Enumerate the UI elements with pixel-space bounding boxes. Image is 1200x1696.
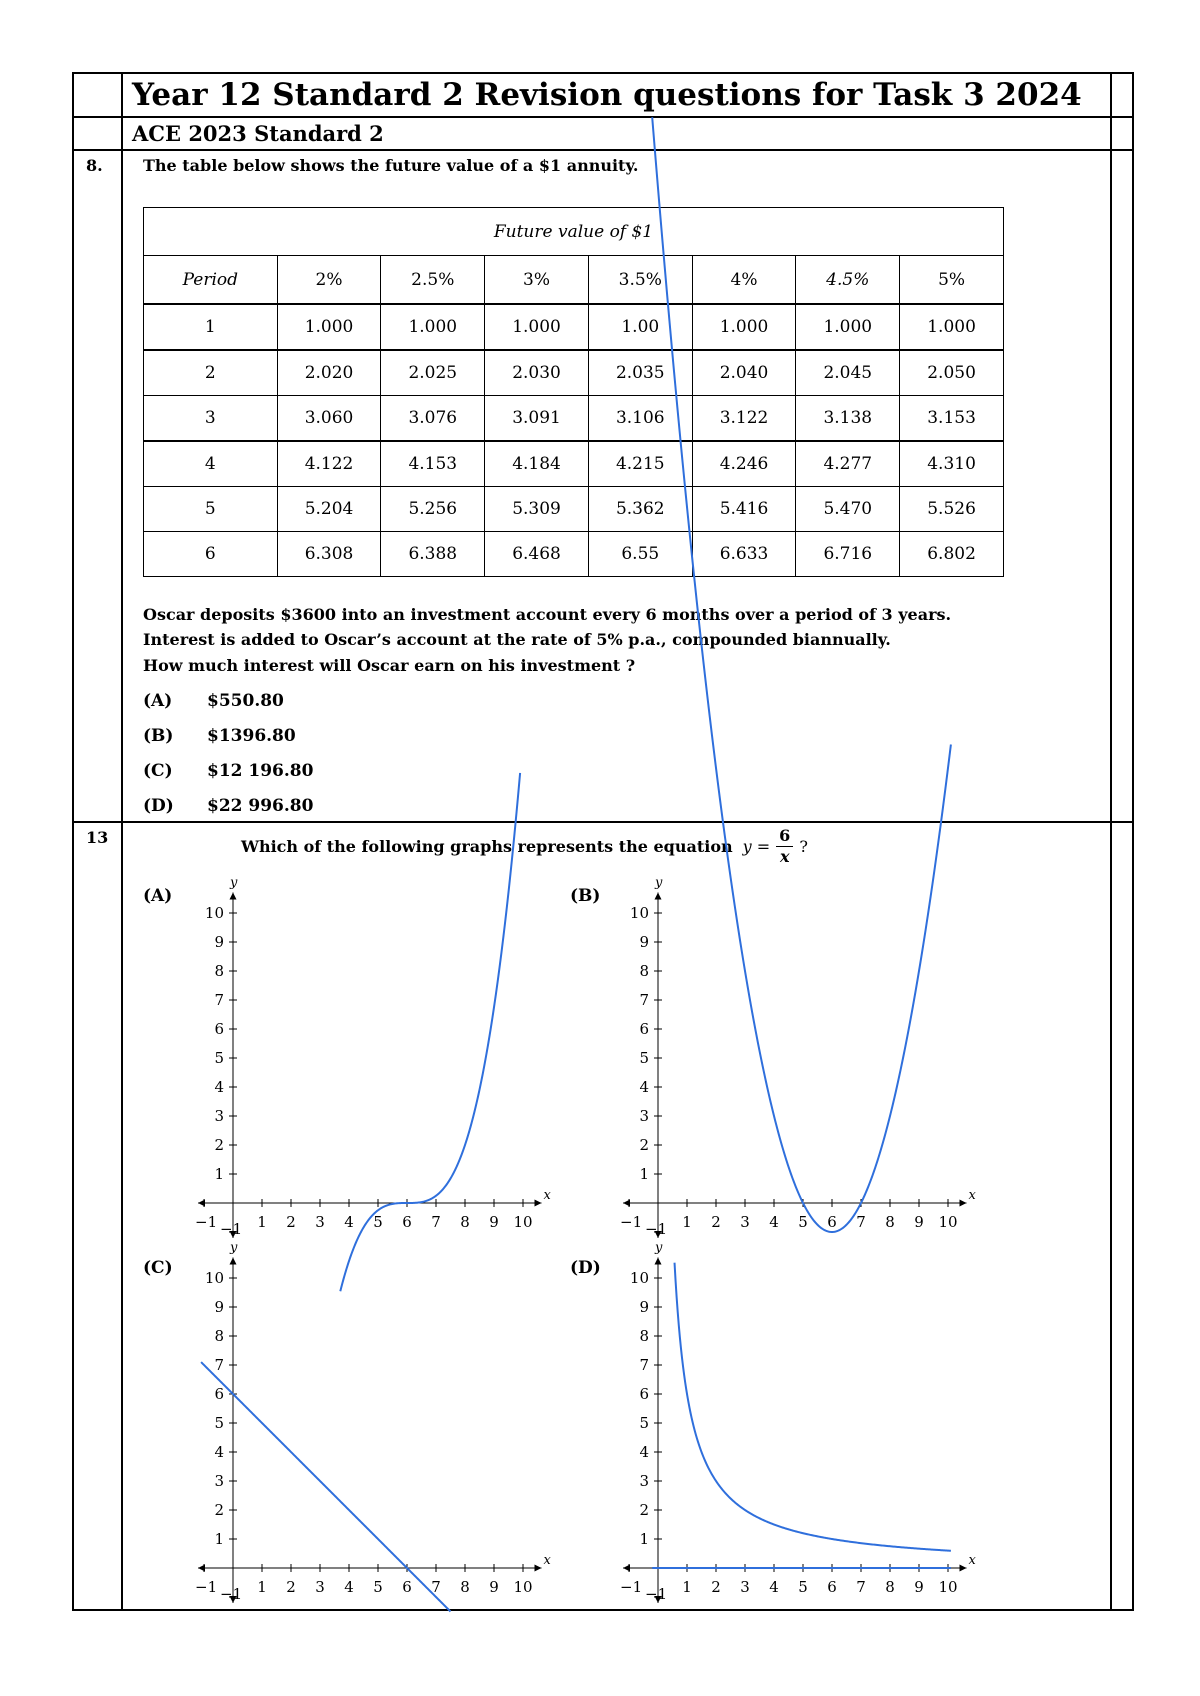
x-tick-label: 8 bbox=[460, 1578, 470, 1596]
x-tick-label: 6 bbox=[827, 1578, 837, 1596]
x-tick-label: 6 bbox=[402, 1578, 412, 1596]
y-tick-label: 3 bbox=[639, 1472, 649, 1490]
table-row bbox=[144, 304, 1004, 350]
table-cell: 5.204 bbox=[277, 487, 381, 532]
y-tick-label: 4 bbox=[214, 1078, 224, 1096]
x-tick-label: 6 bbox=[827, 1213, 837, 1231]
graph-d-label: (D) bbox=[570, 1258, 601, 1278]
table-cell: 4.246 bbox=[692, 441, 796, 487]
option-c bbox=[143, 761, 313, 781]
y-tick-label: 8 bbox=[214, 1327, 224, 1345]
equation-lhs: y = bbox=[742, 837, 771, 856]
option-value: $22 996.80 bbox=[207, 796, 314, 816]
frame-row-2 bbox=[72, 149, 1134, 151]
table-cell: 2 bbox=[144, 350, 278, 396]
x-tick-label: 2 bbox=[711, 1213, 721, 1231]
table-header-cell: Period bbox=[144, 256, 278, 305]
option-value: $12 196.80 bbox=[207, 761, 314, 781]
table-cell: 2.045 bbox=[796, 350, 900, 396]
question-13-number: 13 bbox=[86, 828, 109, 847]
y-tick-label: 5 bbox=[214, 1049, 224, 1067]
x-tick-label: 9 bbox=[489, 1213, 499, 1231]
neg-x-tick-label: −1 bbox=[620, 1578, 643, 1596]
question-8-intro: The table below shows the future value of a $1 annuity. bbox=[143, 156, 639, 175]
y-axis-label: y bbox=[655, 1240, 663, 1256]
table-cell: 2.030 bbox=[485, 350, 589, 396]
option-b bbox=[143, 726, 296, 746]
table-cell: 6.468 bbox=[485, 532, 589, 577]
table-cell: 1.000 bbox=[796, 304, 900, 350]
x-axis-label: x bbox=[968, 1553, 976, 1568]
table-cell: 5.256 bbox=[381, 487, 485, 532]
option-label: (D) bbox=[143, 796, 174, 816]
graph-a-label: (A) bbox=[143, 886, 173, 906]
curve-line bbox=[201, 1362, 450, 1611]
y-tick-label: 5 bbox=[639, 1414, 649, 1432]
x-tick-label: 10 bbox=[513, 1213, 533, 1231]
table-cell: 1 bbox=[144, 304, 278, 350]
y-tick-label: 5 bbox=[214, 1414, 224, 1432]
table-cell: 6.388 bbox=[381, 532, 485, 577]
x-tick-label: 1 bbox=[682, 1578, 692, 1596]
y-tick-label: 2 bbox=[639, 1501, 649, 1519]
y-tick-label: 8 bbox=[214, 962, 224, 980]
x-tick-label: 6 bbox=[402, 1213, 412, 1231]
neg-y-tick-label: −1 bbox=[220, 1220, 243, 1238]
question-8-number: 8. bbox=[86, 156, 103, 175]
table-cell: 3.122 bbox=[692, 396, 796, 442]
question-8-line-1: Oscar deposits $3600 into an investment account every 6 months over a period of 3 years. bbox=[143, 605, 952, 624]
x-tick-label: 9 bbox=[489, 1578, 499, 1596]
x-arrow-icon bbox=[535, 1565, 542, 1572]
table-row bbox=[144, 532, 1004, 577]
table-cell: 3.153 bbox=[900, 396, 1004, 442]
option-a bbox=[143, 691, 284, 711]
table-cell: 4.277 bbox=[796, 441, 900, 487]
y-tick-label: 6 bbox=[214, 1020, 224, 1038]
y-tick-label: 6 bbox=[214, 1385, 224, 1403]
y-tick-label: 2 bbox=[214, 1136, 224, 1154]
equation-fraction bbox=[776, 826, 793, 867]
x-tick-label: 7 bbox=[431, 1578, 441, 1596]
y-tick-label: 10 bbox=[629, 1269, 649, 1287]
x-tick-label: 2 bbox=[711, 1578, 721, 1596]
graph-c bbox=[180, 1240, 551, 1615]
equation-numerator: 6 bbox=[776, 826, 793, 847]
table-header-cell: 5% bbox=[900, 256, 1004, 305]
option-d bbox=[143, 796, 313, 816]
table-row bbox=[144, 441, 1004, 487]
option-value: $1396.80 bbox=[207, 726, 296, 746]
x-axis-label: x bbox=[543, 1553, 551, 1568]
y-tick-label: 1 bbox=[639, 1530, 649, 1548]
y-arrow-icon bbox=[230, 1258, 237, 1265]
option-label: (B) bbox=[143, 726, 174, 746]
neg-y-tick-label: −1 bbox=[220, 1585, 243, 1603]
x-tick-label: 1 bbox=[682, 1213, 692, 1231]
y-tick-label: 7 bbox=[639, 1356, 649, 1374]
table-cell: 1.000 bbox=[485, 304, 589, 350]
graph-d bbox=[605, 1240, 976, 1615]
neg-x-tick-label: −1 bbox=[620, 1213, 643, 1231]
page-title: Year 12 Standard 2 Revision questions for Task 3 2024 bbox=[132, 77, 1082, 113]
table-row bbox=[144, 487, 1004, 532]
future-value-table bbox=[143, 207, 1004, 577]
y-tick-label: 10 bbox=[204, 1269, 224, 1287]
equation-denominator: x bbox=[779, 847, 790, 866]
y-arrow-icon bbox=[230, 893, 237, 900]
x-axis-label: x bbox=[543, 1188, 551, 1203]
y-arrow-icon bbox=[655, 1258, 662, 1265]
y-tick-label: 9 bbox=[639, 933, 649, 951]
table-cell: 1.000 bbox=[900, 304, 1004, 350]
x-tick-label: 3 bbox=[740, 1578, 750, 1596]
y-arrow-icon bbox=[655, 893, 662, 900]
table-cell: 5.526 bbox=[900, 487, 1004, 532]
table-cell: 6.55 bbox=[588, 532, 692, 577]
table-header-cell: 4.5% bbox=[796, 256, 900, 305]
question-13-text bbox=[241, 826, 808, 867]
table-cell: 4.153 bbox=[381, 441, 485, 487]
x-arrow-icon bbox=[535, 1200, 542, 1207]
table-header-row bbox=[144, 256, 1004, 305]
y-tick-label: 7 bbox=[214, 991, 224, 1009]
x-tick-label: 8 bbox=[885, 1578, 895, 1596]
table-cell: 3.060 bbox=[277, 396, 381, 442]
table-cell: 4.184 bbox=[485, 441, 589, 487]
y-tick-label: 10 bbox=[629, 904, 649, 922]
table-header-cell: 3.5% bbox=[588, 256, 692, 305]
x-tick-label: 7 bbox=[431, 1213, 441, 1231]
x-tick-label: 8 bbox=[885, 1213, 895, 1231]
frame-top bbox=[72, 72, 1134, 74]
curve-line bbox=[675, 1263, 951, 1551]
table-cell: 3.106 bbox=[588, 396, 692, 442]
table-cell: 1.000 bbox=[381, 304, 485, 350]
y-tick-label: 7 bbox=[639, 991, 649, 1009]
neg-y-tick-label: −1 bbox=[645, 1585, 668, 1603]
table-cell: 6.633 bbox=[692, 532, 796, 577]
section-subtitle: ACE 2023 Standard 2 bbox=[132, 121, 384, 146]
table-cell: 3.076 bbox=[381, 396, 485, 442]
x-tick-label: 2 bbox=[286, 1578, 296, 1596]
x-tick-label: 2 bbox=[286, 1213, 296, 1231]
table-header-cell: 4% bbox=[692, 256, 796, 305]
y-tick-label: 8 bbox=[639, 1327, 649, 1345]
table-cell: 6.308 bbox=[277, 532, 381, 577]
option-label: (C) bbox=[143, 761, 173, 781]
option-label: (A) bbox=[143, 691, 173, 711]
frame-col-2 bbox=[1110, 72, 1112, 1611]
graph-b-label: (B) bbox=[570, 886, 601, 906]
x-tick-label: 4 bbox=[769, 1578, 779, 1596]
frame-col-1 bbox=[121, 72, 123, 1611]
x-tick-label: 5 bbox=[798, 1213, 808, 1231]
table-cell: 3.138 bbox=[796, 396, 900, 442]
y-tick-label: 4 bbox=[639, 1443, 649, 1461]
y-tick-label: 1 bbox=[214, 1530, 224, 1548]
x-tick-label: 10 bbox=[938, 1578, 958, 1596]
table-cell: 2.050 bbox=[900, 350, 1004, 396]
table-cell: 1.00 bbox=[588, 304, 692, 350]
x-tick-label: 9 bbox=[914, 1578, 924, 1596]
x-tick-label: 4 bbox=[769, 1213, 779, 1231]
y-tick-label: 9 bbox=[214, 933, 224, 951]
x-tick-label: 5 bbox=[373, 1578, 383, 1596]
y-tick-label: 7 bbox=[214, 1356, 224, 1374]
y-tick-label: 3 bbox=[639, 1107, 649, 1125]
table-cell: 2.020 bbox=[277, 350, 381, 396]
neg-y-tick-label: −1 bbox=[645, 1220, 668, 1238]
neg-x-tick-label: −1 bbox=[195, 1213, 218, 1231]
y-tick-label: 5 bbox=[639, 1049, 649, 1067]
graph-c-label: (C) bbox=[143, 1258, 173, 1278]
y-axis-label: y bbox=[230, 875, 238, 891]
question-13-suffix: ? bbox=[799, 837, 808, 856]
graph-a bbox=[180, 875, 551, 1250]
table-cell: 4.122 bbox=[277, 441, 381, 487]
x-tick-label: 7 bbox=[856, 1213, 866, 1231]
x-tick-label: 3 bbox=[315, 1578, 325, 1596]
table-cell: 2.040 bbox=[692, 350, 796, 396]
x-tick-label: 3 bbox=[740, 1213, 750, 1231]
y-tick-label: 9 bbox=[214, 1298, 224, 1316]
y-tick-label: 1 bbox=[639, 1165, 649, 1183]
table-cell: 2.035 bbox=[588, 350, 692, 396]
y-tick-label: 4 bbox=[639, 1078, 649, 1096]
table-caption: Future value of $1 bbox=[144, 208, 1004, 256]
y-tick-label: 3 bbox=[214, 1472, 224, 1490]
x-tick-label: 3 bbox=[315, 1213, 325, 1231]
x-axis-label: x bbox=[968, 1188, 976, 1203]
y-tick-label: 2 bbox=[214, 1501, 224, 1519]
y-tick-label: 4 bbox=[214, 1443, 224, 1461]
table-header-cell: 3% bbox=[485, 256, 589, 305]
frame-row-1 bbox=[72, 116, 1134, 118]
x-tick-label: 10 bbox=[513, 1578, 533, 1596]
question-13-prefix: Which of the following graphs represents the equation bbox=[241, 837, 733, 856]
y-tick-label: 6 bbox=[639, 1385, 649, 1403]
x-arrow-icon bbox=[960, 1200, 967, 1207]
question-8-line-2: Interest is added to Oscar’s account at the rate of 5% p.a., compounded biannually. bbox=[143, 630, 891, 649]
table-cell: 2.025 bbox=[381, 350, 485, 396]
table-cell: 5.416 bbox=[692, 487, 796, 532]
frame-row-3 bbox=[72, 821, 1134, 823]
frame-right bbox=[1132, 72, 1134, 1611]
y-tick-label: 3 bbox=[214, 1107, 224, 1125]
option-value: $550.80 bbox=[207, 691, 284, 711]
x-arrow-icon bbox=[960, 1565, 967, 1572]
table-cell: 6.716 bbox=[796, 532, 900, 577]
x-tick-label: 7 bbox=[856, 1578, 866, 1596]
y-tick-label: 8 bbox=[639, 962, 649, 980]
table-cell: 6.802 bbox=[900, 532, 1004, 577]
table-cell: 6 bbox=[144, 532, 278, 577]
table-row bbox=[144, 396, 1004, 442]
x-tick-label: 9 bbox=[914, 1213, 924, 1231]
table-cell: 1.000 bbox=[277, 304, 381, 350]
table-cell: 4.310 bbox=[900, 441, 1004, 487]
x-tick-label: 10 bbox=[938, 1213, 958, 1231]
x-tick-label: 1 bbox=[257, 1213, 267, 1231]
table-cell: 3.091 bbox=[485, 396, 589, 442]
y-tick-label: 10 bbox=[204, 904, 224, 922]
table-cell: 3 bbox=[144, 396, 278, 442]
x-tick-label: 4 bbox=[344, 1213, 354, 1231]
x-tick-label: 8 bbox=[460, 1213, 470, 1231]
table-cell: 5 bbox=[144, 487, 278, 532]
table-cell: 5.362 bbox=[588, 487, 692, 532]
question-8-line-3: How much interest will Oscar earn on his investment ? bbox=[143, 656, 636, 675]
y-axis-label: y bbox=[655, 875, 663, 891]
table-cell: 4 bbox=[144, 441, 278, 487]
table-cell: 1.000 bbox=[692, 304, 796, 350]
table-row bbox=[144, 350, 1004, 396]
table-cell: 4.215 bbox=[588, 441, 692, 487]
table-header-cell: 2% bbox=[277, 256, 381, 305]
x-tick-label: 1 bbox=[257, 1578, 267, 1596]
neg-x-tick-label: −1 bbox=[195, 1578, 218, 1596]
y-tick-label: 2 bbox=[639, 1136, 649, 1154]
x-tick-label: 5 bbox=[798, 1578, 808, 1596]
x-tick-label: 5 bbox=[373, 1213, 383, 1231]
y-tick-label: 9 bbox=[639, 1298, 649, 1316]
graph-b bbox=[605, 875, 976, 1250]
frame-left bbox=[72, 72, 74, 1611]
table-cell: 5.309 bbox=[485, 487, 589, 532]
y-tick-label: 1 bbox=[214, 1165, 224, 1183]
table-header-cell: 2.5% bbox=[381, 256, 485, 305]
table-cell: 5.470 bbox=[796, 487, 900, 532]
y-axis-label: y bbox=[230, 1240, 238, 1256]
x-tick-label: 4 bbox=[344, 1578, 354, 1596]
y-tick-label: 6 bbox=[639, 1020, 649, 1038]
